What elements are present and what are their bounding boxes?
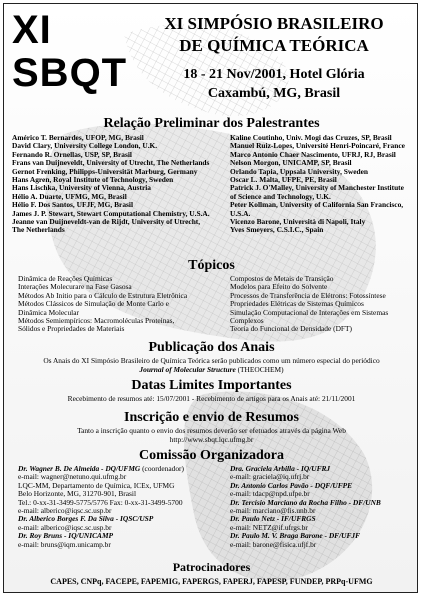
speaker-item: Manuel Ruiz-Lopes, Université Henri-Poincaré, France — [230, 141, 405, 151]
topic-item: Interações Molecurare na Fase Gasosa — [18, 282, 132, 292]
logo-line-1: XI — [12, 8, 52, 52]
topic-item: Métodos Clássicos de Simulação de Monte Carlo e — [18, 299, 169, 309]
topics-left-list — [18, 275, 218, 334]
speaker-item: Yves Smeyers, C.S.I.C., Spain — [230, 225, 324, 235]
speaker-item: Jeanne van Duijneveldt-van de Rijdt, University of Utrecht, — [12, 217, 201, 227]
registration-text — [10, 427, 413, 444]
speaker-item: Gernot Frenking, Philipps-Universität Marburg, Germany — [12, 166, 198, 176]
committee-email: e-mail: alberico@iqsc.sc.usp.br — [18, 506, 112, 516]
registration-url-link[interactable]: http://www.sbqt.lqc.ufmg.br — [169, 434, 254, 444]
speaker-item: Américo T. Bernardes, UFOP, MG, Brasil — [12, 133, 144, 142]
speaker-item: Marco Antonio Chaer Nascimento, UFRJ, RJ, Brasil — [230, 149, 396, 159]
event-title-line-2: DE QUÍMICA TEÓRICA — [179, 36, 369, 55]
committee-left-list — [18, 465, 223, 549]
committee-email: e-mail: NETZ@if.ufrgs.br — [230, 522, 308, 532]
topic-item: Simulação Computacional de Interações em Sistemas — [230, 307, 389, 317]
topic-item: Sólidos e Propriedades de Materiais — [18, 324, 125, 334]
committee-member: Dr. Paulo Netz - IF/UFRGS — [230, 514, 316, 524]
speaker-item: Peter Kollman, University of California San Francisco, — [230, 200, 404, 210]
committee-email: e-mail: graciela@iq.ufrj.br — [230, 472, 310, 482]
committee-email: e-mail: barone@fisica.ufjf.br — [230, 539, 317, 549]
speakers-right-list — [230, 134, 415, 235]
deadlines-text: Recebimento de resumos até: 15/07/2001 - Recebimento de artigos para os Anais até: 21/11/2001 — [67, 394, 356, 403]
sponsors-list: CAPES, CNPq, FACEPE, FAPEMIG, FAPERGS, FAPERJ, FAPESP, FUNDEP, PRPq-UFMG — [50, 577, 373, 586]
event-dates: 18 - 21 Nov/2001, Hotel Glória — [183, 67, 365, 82]
speaker-item: of Science and Technology, U.K. — [230, 191, 331, 201]
committee-member: Dr. Alberico Borges F. Da Silva - IQSC/USP — [18, 514, 154, 524]
journal-suffix: (THEOCHEM) — [235, 364, 284, 374]
topic-item: Processos de Transferência de Elétrons: Fotossíntese — [230, 290, 386, 300]
speaker-item: Fernando R. Ornellas, USP, SP, Brasil — [12, 149, 132, 159]
topic-item: Complexos — [230, 316, 264, 326]
event-title-line-1: XI SIMPÓSIO BRASILEIRO — [164, 14, 384, 33]
committee-role: (coordenador) — [140, 464, 184, 473]
speaker-item: The Netherlands — [12, 225, 65, 235]
committee-email: e-mail: alberico@iqsc.sc.usp.br — [18, 522, 112, 532]
topics-right-list — [230, 275, 415, 334]
topic-item: Modelos para Efeito do Solvente — [230, 282, 328, 292]
committee-member: Dr. Wagner B. De Almeida - DQ/UFMG — [18, 464, 141, 473]
topic-item: Compostos de Metais de Transição — [230, 274, 334, 283]
speaker-item: Oscar L. Malta, UFPE, PE, Brasil — [230, 175, 337, 185]
committee-email: e-mail: bruns@iqm.unicamp.br — [18, 539, 111, 549]
speaker-item: U.S.A. — [230, 208, 251, 218]
topic-item: Métodos Ab Initio para o Cálculo de Estrutura Eletrônica — [18, 290, 188, 300]
topic-item: Teoria do Funcional de Densidade (DFT) — [230, 324, 353, 334]
topic-item: Dinâmica de Reações Químicas — [18, 274, 113, 283]
logo-line-2: SBQT — [12, 51, 128, 95]
committee-member: Dr. Antonio Carlos Pavão - DQF/UFPE — [230, 480, 353, 490]
speaker-item: Hans Agren, Royal Institute of Technology, Sweden — [12, 175, 174, 185]
speaker-item: Hélio A. Duarte, UFMG, MG, Brasil — [12, 191, 127, 201]
poster — [3, 3, 418, 593]
committee-phone: Tel.: 0-xx-31-3499-5775/5776 Fax: 0-xx-31-3499-5700 — [18, 497, 183, 507]
deadlines-heading: Datas Limites Importantes — [131, 378, 292, 393]
speaker-item: Hans Lischka, University of Vienna, Austria — [12, 183, 152, 193]
committee-member: Dr. Tercísio Marciano da Rocha Filho - DF/UNB — [230, 497, 381, 507]
topic-item: Métodos Semiempíricos: Macromoléculas Proteinas, — [18, 316, 175, 326]
registration-line: Tanto a inscrição quanto o envio dos resumos deverão ser efetuados através da página Web — [77, 426, 346, 435]
committee-member: Dra. Graciela Arbilla - IQ/UFRJ — [230, 464, 331, 473]
annals-journal-line — [10, 366, 413, 375]
speaker-item: Orlando Tapia, Uppsala University, Sweden — [230, 166, 368, 176]
journal-name: Journal of Molecular Structure — [139, 364, 236, 374]
sponsors-heading: Patrocinadores — [172, 560, 251, 574]
annals-line: Os Anais do XI Simpósio Brasileiro de Química Teórica serão publicados como um número especial do periódico — [43, 356, 380, 365]
annals-heading: Publicação dos Anais — [148, 340, 275, 355]
speaker-item: Nelson Morgon, UNICAMP, SP, Brasil — [230, 158, 352, 168]
committee-address: Belo Horizonte, MG, 31270-901, Brasil — [18, 489, 137, 499]
speaker-item: Patrick J. O'Malley, University of Manchester Institute — [230, 183, 404, 193]
topic-item: Propriedades Elétricas de Sistemas Químicos — [230, 299, 364, 309]
speaker-item: Vicenzo Barone, Università di Napoli, Italy — [230, 217, 366, 227]
registration-heading: Inscrição e envio de Resumos — [124, 410, 299, 425]
speaker-item: David Clary, University College London, U.K. — [12, 141, 158, 151]
committee-email: e-mail: marciano@fis.unb.br — [230, 506, 316, 516]
topics-heading: Tópicos — [188, 258, 235, 273]
speaker-item: Frans van Duijneveldt, University of Utrecht, The Netherlands — [12, 158, 210, 168]
committee-member: Dr. Roy Bruns - IQ/UNICAMP — [18, 531, 114, 541]
speaker-item: Kaline Coutinho, Univ. Mogi das Cruzes, SP, Brasil — [230, 133, 392, 142]
topic-item: Dinâmica Molecular — [18, 307, 79, 317]
event-place: Caxambú, MG, Brasil — [207, 86, 341, 101]
sbqt-logo — [12, 10, 132, 94]
committee-right-list — [230, 465, 415, 549]
committee-address: LQC-MM, Departamento de Química, ICEx, UFMG — [18, 480, 175, 490]
committee-email: e-mail: tdacp@npd.ufpe.br — [230, 489, 310, 499]
annals-text — [10, 357, 413, 374]
committee-heading: Comissão Organizadora — [138, 448, 285, 463]
speakers-heading: Relação Preliminar dos Palestrantes — [103, 116, 320, 131]
speaker-item: James J. P. Stewart, Stewart Computational Chemistry, U.S.A. — [12, 208, 210, 218]
committee-member: Dr. Paulo M. V. Braga Barone - DF/UFJF — [230, 531, 361, 541]
speaker-item: Hélio F. Dos Santos, UFJF, MG, Brasil — [12, 200, 133, 210]
speakers-left-list — [12, 134, 217, 235]
committee-email: e-mail: wagner@netuno.qui.ufmg.br — [18, 472, 127, 482]
